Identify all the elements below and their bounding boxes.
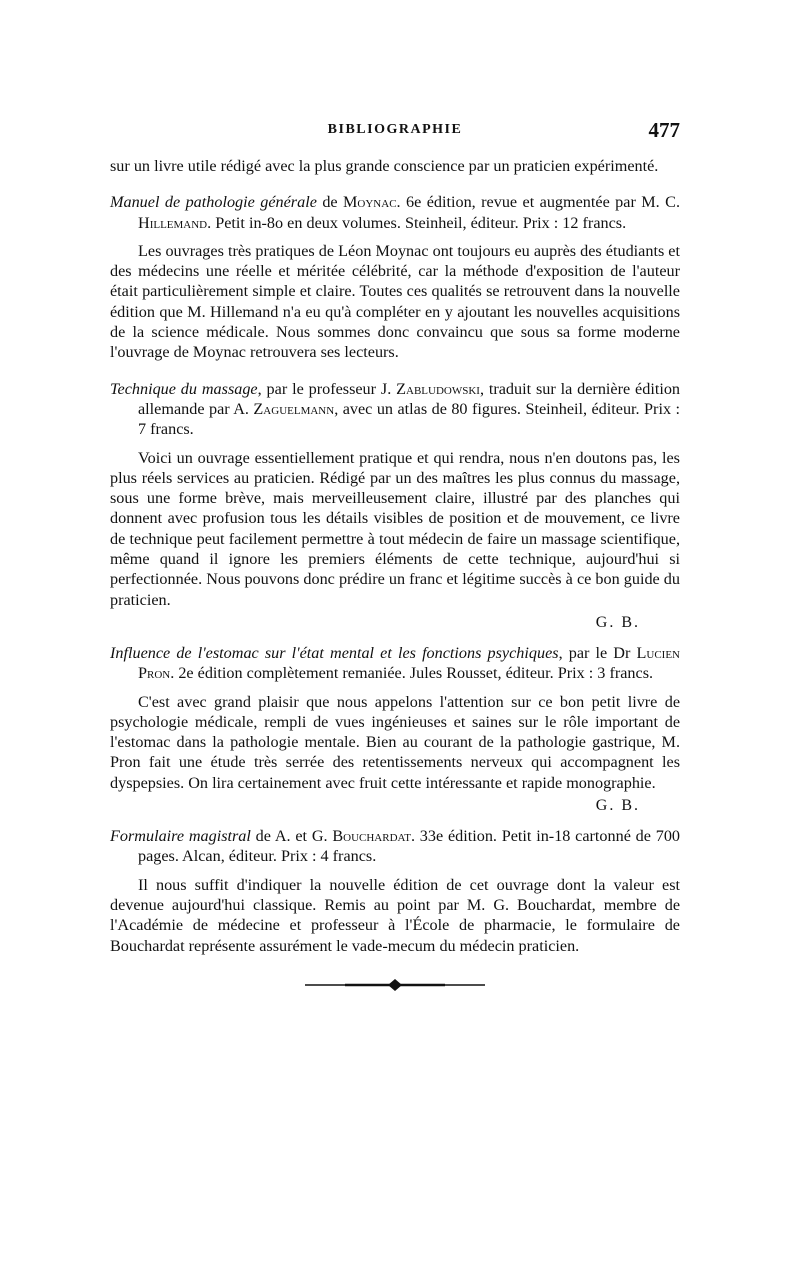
- bibliography-entry-3: [110, 643, 680, 684]
- running-head: BIBLIOGRAPHIE: [327, 122, 463, 137]
- entry-4-author: Bouchardat: [332, 827, 411, 846]
- entry-2-title: Technique du massage: [110, 379, 258, 398]
- signature-1-text: G. B.: [595, 613, 640, 631]
- entry-2-rest: , traduit sur la dernière édition allemande par A.: [138, 379, 681, 418]
- review-1: Les ouvrages très pratiques de Léon Moynac ont toujours eu auprès des étudiants et des médecins une réelle et méritée célébrité, car la méthode d'exposition de l'auteur était particulièrement simple et claire. Toutes ces qualités se retrouvent dans la nouvelle édition que M. Hillemand n'a eu qu'à compléter en y ajoutant les nouvelles acquisitions de la science médicale. Nous sommes donc convaincu que sous sa forme moderne l'ouvrage de Moynac retrouvera ses lecteurs.: [110, 241, 680, 362]
- review-4: Il nous suffit d'indiquer la nouvelle édition de cet ouvrage dont la valeur est devenue aujourd'hui classique. Remis au point par M. G. Bouchardat, membre de l'Académie de médecine et professeur à l'École de pharmacie, le formulaire de Bouchardat représente assurément le vade-mecum du médecin praticien.: [110, 875, 680, 955]
- page-number: 477: [648, 118, 680, 142]
- entry-3-author: Lucien Pron: [138, 643, 680, 683]
- entry-1-tail: . Petit in-8o en deux volumes. Steinheil, éditeur. Prix : 12 francs.: [207, 213, 627, 232]
- signature-2: [110, 796, 680, 816]
- entry-2-author: Zabludowski: [396, 379, 480, 398]
- intro-paragraph: sur un livre utile rédigé avec la plus grande conscience par un praticien expérimenté.: [110, 157, 659, 175]
- end-ornament: [110, 978, 680, 992]
- diamond-rule-icon: [305, 978, 485, 992]
- page-header: [110, 118, 680, 144]
- signature-2-text: G. B.: [595, 797, 640, 815]
- bibliography-entry-2: [110, 379, 680, 440]
- entry-1-pre: de: [316, 193, 344, 212]
- entry-1-rest: . 6e édition, revue et augmentée par M. C.: [396, 193, 680, 212]
- entry-3-title: Influence de l'estomac sur l'état mental et les fonctions psychiques: [110, 643, 559, 662]
- entry-1-author-2: Hillemand: [138, 213, 208, 232]
- entry-3-pre: , par le Dr: [558, 643, 637, 662]
- entry-2-author-2: Zaguelmann: [253, 399, 335, 418]
- signature-1: [110, 613, 680, 633]
- entry-4-title: Formulaire magistral: [110, 827, 251, 846]
- entry-2-pre: , par le professeur J.: [257, 379, 397, 398]
- review-3: C'est avec grand plaisir que nous appelons l'attention sur ce bon petit livre de psychologie médicale, rempli de vues ingénieuses et saines sur le rôle important de l'estomac dans la pathologie mentale. Bien au courant de la pathologie gastrique, M. Pron fait une étude très serrée des retentissements nerveux qui accompagnent les dyspepsies. On lira certainement avec fruit cette intéressante et rapide monographie.: [110, 692, 680, 792]
- entry-1-author: Moynac: [343, 193, 397, 212]
- entry-1-title: Manuel de pathologie générale: [110, 193, 317, 212]
- entry-2-tail: , avec un atlas de 80 figures. Steinheil, éditeur. Prix : 7 francs.: [138, 399, 681, 439]
- entry-4-tail: . 33e édition. Petit in-18 cartonné de 700 pages. Alcan, éditeur. Prix : 4 francs.: [138, 827, 681, 866]
- bibliography-entry-4: [110, 826, 680, 867]
- review-2: Voici un ouvrage essentiellement pratique et qui rendra, nous n'en doutons pas, les plus réels services au praticien. Rédigé par un des maîtres les plus connus du massage, sous une forme brève, mais merveilleusement claire, illustré par des planches qui donnent avec profusion tous les détails visibles de position et de mouvement, ce livre de technique peut facilement permettre à tout médecin de faire un massage scientifique, même quand il ignore les premiers éléments de cette technique, aujourd'hui si perfectionnée. Nous pouvons donc prédire un franc et légitime succès à ce bon guide du praticien.: [110, 448, 680, 609]
- bibliography-entry-1: [110, 192, 680, 233]
- entry-3-tail: . 2e édition complètement remaniée. Jules Rousset, éditeur. Prix : 3 francs.: [170, 664, 654, 683]
- entry-4-pre: de A. et G.: [250, 827, 333, 846]
